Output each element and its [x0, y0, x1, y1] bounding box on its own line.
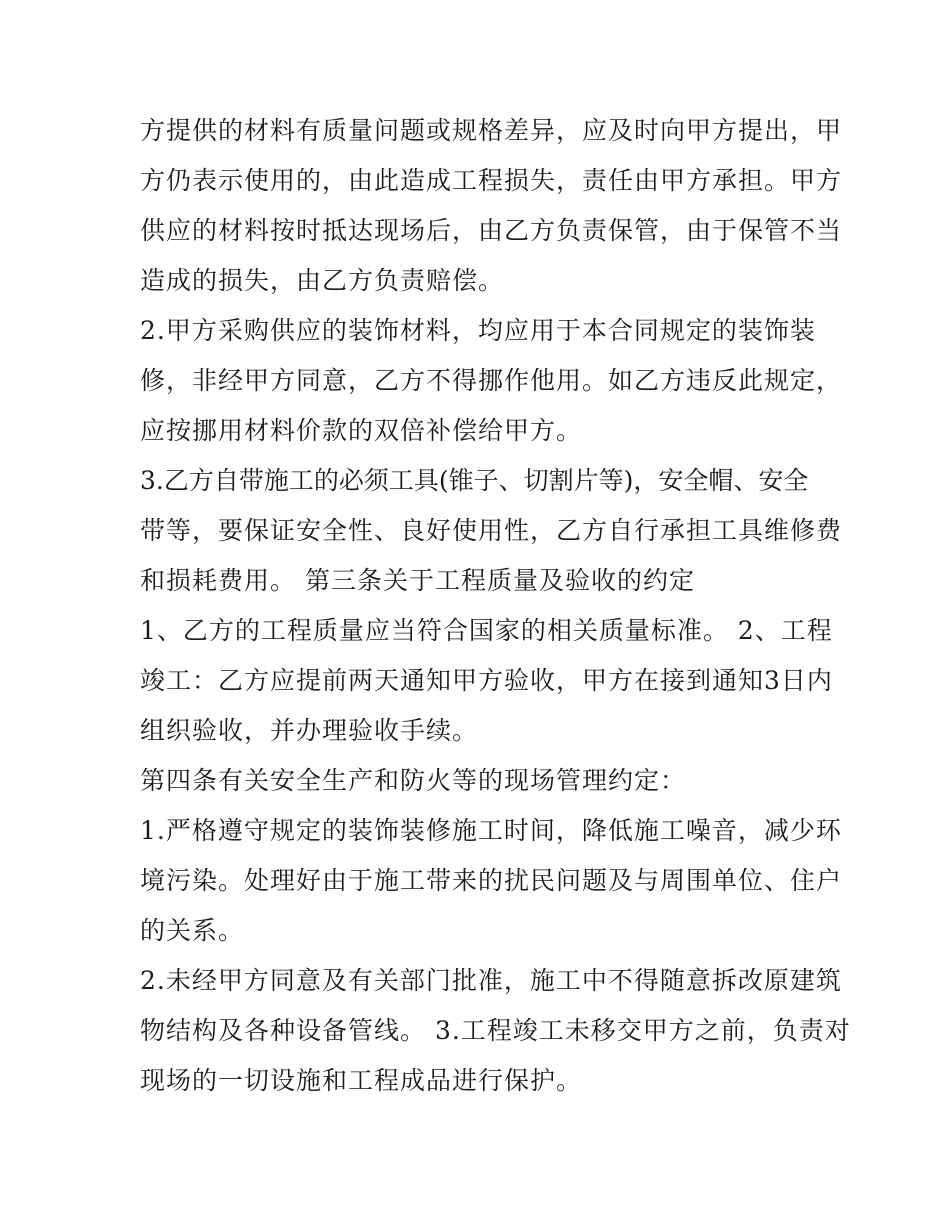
text-line: 供应的材料按时抵达现场后，由乙方负责保管，由于保管不当: [140, 216, 843, 245]
article-4-heading: 第四条有关安全生产和防火等的现场管理约定：: [140, 766, 687, 795]
text-line: 1.严格遵守规定的装饰装修施工时间，降低施工噪音，减少环: [140, 816, 842, 845]
text-line: 物结构及各种设备管线。 3.工程竣工未移交甲方之前，负责对: [140, 1016, 851, 1045]
article-3-heading-line: 和损耗费用。 第三条关于工程质量及验收的约定: [140, 566, 695, 595]
text-line: 修，非经甲方同意，乙方不得挪作他用。如乙方违反此规定，: [140, 366, 843, 395]
document-body: [140, 106, 851, 1106]
text-line: 组织验收，并办理验收手续。: [140, 716, 479, 745]
text-line: 竣工：乙方应提前两天通知甲方验收，甲方在接到通知3日内: [140, 666, 833, 695]
clause-2-line: 2.甲方采购供应的装饰材料，均应用于本合同规定的装饰装: [140, 316, 816, 345]
text-line: 方提供的材料有质量问题或规格差异，应及时向甲方提出，甲: [140, 116, 843, 145]
text-line: 带等，要保证安全性、良好使用性，乙方自行承担工具维修费: [140, 516, 843, 545]
text-line: 现场的一切设施和工程成品进行保护。: [140, 1066, 583, 1095]
text-line: 造成的损失，由乙方负责赔偿。: [140, 266, 505, 295]
text-line: 应按挪用材料价款的双倍补偿给甲方。: [140, 416, 583, 445]
text-line: 境污染。处理好由于施工带来的扰民问题及与周围单位、住户: [140, 866, 843, 895]
text-line: 2.未经甲方同意及有关部门批准，施工中不得随意拆改原建筑: [140, 966, 842, 995]
text-line: 方仍表示使用的，由此造成工程损失，责任由甲方承担。甲方: [140, 166, 843, 195]
text-line: 的关系。: [140, 916, 245, 945]
text-line: 1、乙方的工程质量应当符合国家的相关质量标准。 2、工程: [140, 616, 833, 645]
clause-3-line: 3.乙方自带施工的必须工具(锥子、切割片等)，安全帽、安全: [140, 466, 809, 495]
